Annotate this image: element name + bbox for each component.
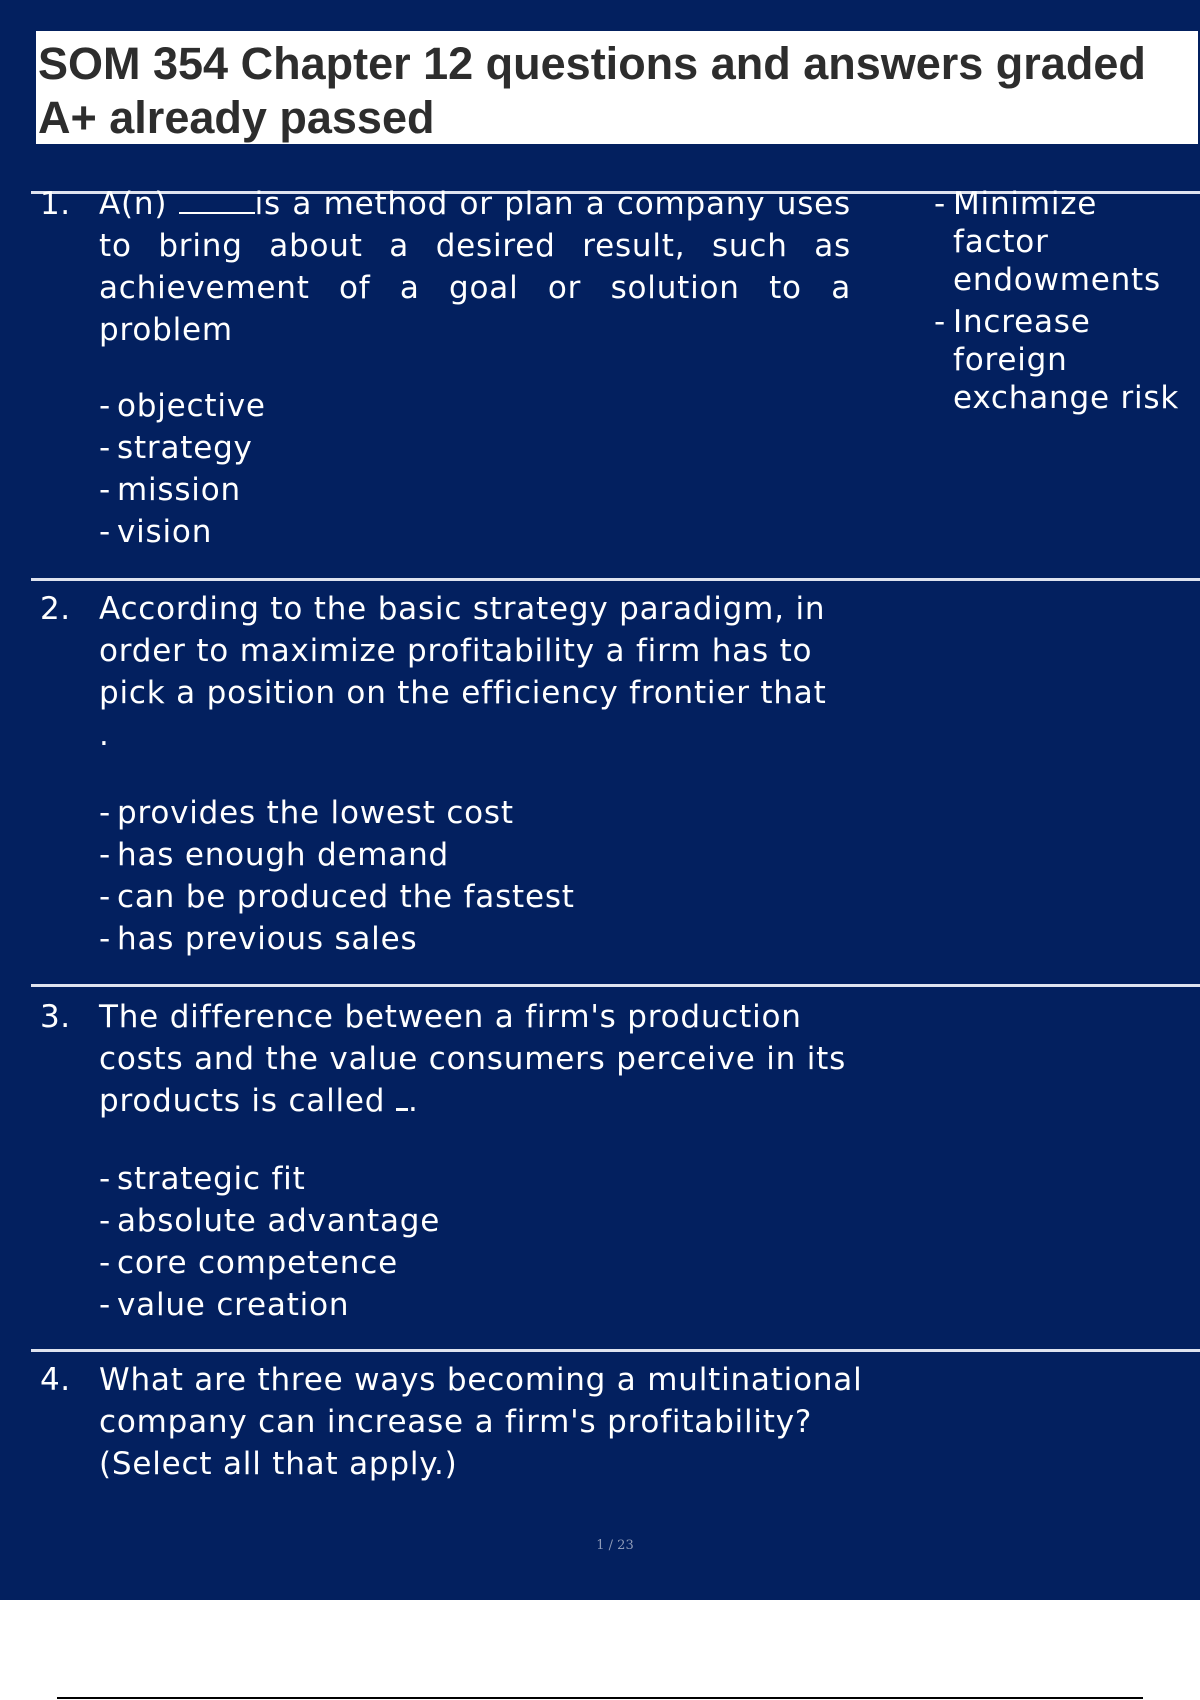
option-marker: - — [99, 1203, 111, 1239]
question-text-trailing: . — [407, 1083, 419, 1119]
question-text-body: According to the basic strategy paradigm, in order to maximize profitability a firm has to pick a position on the efficiency frontier that — [99, 591, 827, 711]
options-list — [99, 1158, 440, 1326]
option-marker: - — [99, 1161, 111, 1197]
option-marker: - — [99, 837, 111, 873]
question-text-body: is a method or plan a company uses to bring about a desired result, such as achievement of a goal or solution to a problem — [99, 186, 851, 348]
answer-marker: - — [934, 304, 946, 340]
question-text: What are three ways becoming a multinational company can increase a firm's profitability? (Select all that apply.) — [99, 1362, 863, 1482]
option-marker: - — [99, 388, 111, 424]
option-marker: - — [99, 795, 111, 831]
option-item — [99, 1242, 440, 1284]
page-number: 1 / 23 — [596, 1538, 634, 1553]
option-label: has previous sales — [117, 921, 418, 957]
option-label: strategic fit — [117, 1161, 306, 1197]
question-number: 3. — [40, 999, 71, 1035]
question-text — [99, 996, 889, 1122]
option-label: objective — [117, 388, 266, 424]
option-label: strategy — [117, 430, 253, 466]
option-item — [99, 834, 575, 876]
question-number: 4. — [40, 1362, 71, 1398]
option-marker: - — [99, 430, 111, 466]
option-marker: - — [99, 472, 111, 508]
option-item — [99, 918, 575, 960]
answer-item — [934, 185, 1194, 299]
option-label: has enough demand — [117, 837, 450, 873]
title-box — [36, 31, 1198, 144]
option-item — [99, 876, 575, 918]
option-item — [99, 385, 266, 427]
divider — [31, 578, 1200, 581]
option-item — [99, 469, 266, 511]
option-item — [99, 511, 266, 553]
answer-label: Increase foreign exchange risk — [953, 304, 1180, 416]
option-item — [99, 792, 575, 834]
question-number: 1. — [40, 186, 71, 222]
divider — [31, 984, 1200, 987]
option-item — [99, 1284, 440, 1326]
document-title: SOM 354 Chapter 12 questions and answers graded A+ already passed — [38, 38, 1146, 143]
option-label: vision — [117, 514, 213, 550]
options-list — [99, 385, 266, 553]
option-marker: - — [99, 514, 111, 550]
option-label: mission — [117, 472, 241, 508]
question-text-trailing: . — [99, 717, 110, 753]
option-label: provides the lowest cost — [117, 795, 514, 831]
option-marker: - — [99, 1245, 111, 1281]
answer-blank — [179, 210, 255, 214]
answer-column — [934, 185, 1194, 421]
options-list — [99, 792, 575, 960]
option-marker: - — [99, 1287, 111, 1323]
answer-item — [934, 303, 1194, 417]
question-number: 2. — [40, 591, 71, 627]
page-bottom-rule — [57, 1697, 1143, 1699]
question-text — [99, 183, 851, 351]
divider — [31, 1349, 1200, 1352]
option-marker: - — [99, 921, 111, 957]
option-label: absolute advantage — [117, 1203, 441, 1239]
option-label: value creation — [117, 1287, 350, 1323]
option-item — [99, 1158, 440, 1200]
question-text-body: The difference between a firm's production costs and the value consumers perceive in its products is called — [99, 999, 847, 1119]
answer-label: Minimize factor endowments — [953, 186, 1161, 298]
option-marker: - — [99, 879, 111, 915]
answer-marker: - — [934, 186, 946, 222]
option-item — [99, 1200, 440, 1242]
answer-blank — [396, 1106, 408, 1111]
option-item — [99, 427, 266, 469]
option-label: can be produced the fastest — [117, 879, 575, 915]
option-label: core competence — [117, 1245, 398, 1281]
question-text-lead: A(n) — [99, 186, 168, 222]
question-text — [99, 588, 879, 756]
